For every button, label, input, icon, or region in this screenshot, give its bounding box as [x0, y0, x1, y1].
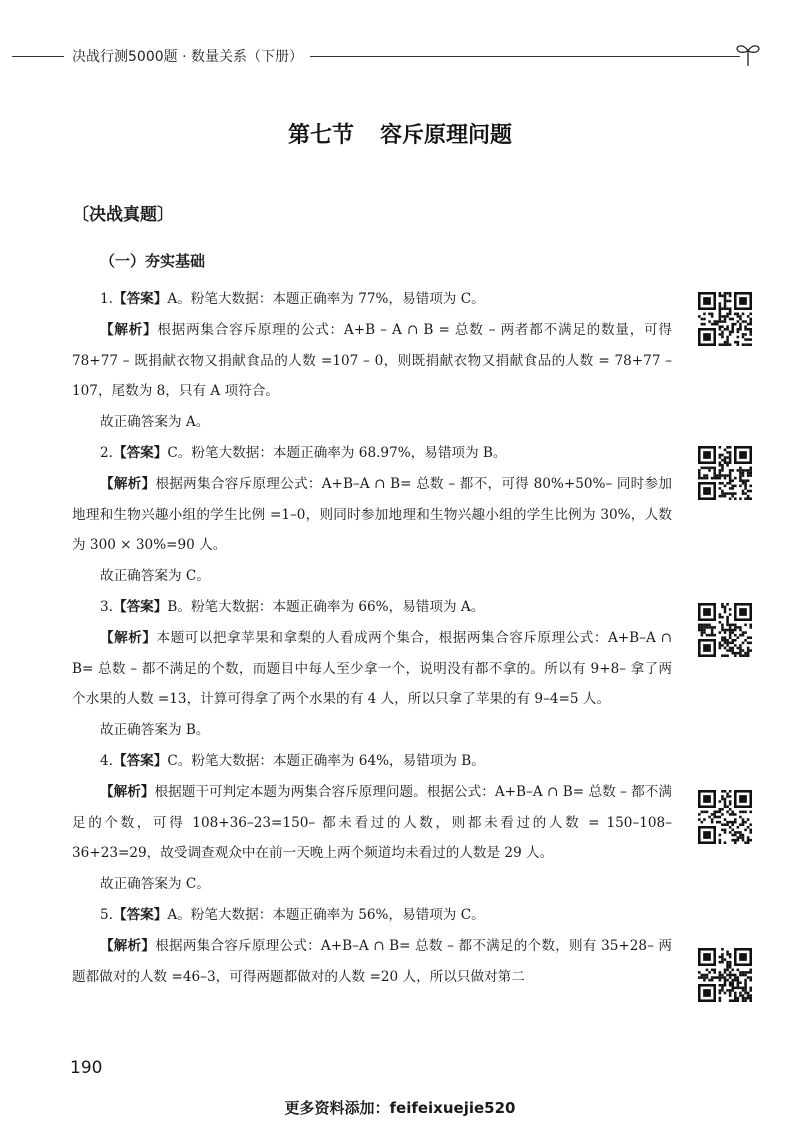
conclusion: 故正确答案为 C。: [100, 876, 210, 893]
answer-text: B。粉笔大数据：本题正确率为 66%，易错项为 A。: [167, 598, 485, 615]
analysis-text: 根据两集合容斥原理公式：A+B–A ∩ B= 总数 – 都不满足的个数，则有 35+28– 两题都做对的人数 =46–3，可得两题都做对的人数 =20 人，所以只做对第二: [72, 937, 672, 985]
answer-content: [72, 284, 672, 992]
block-heading: 〔决战真题〕: [72, 205, 174, 225]
analysis-paragraph: [72, 469, 672, 561]
qr-code-icon[interactable]: [698, 790, 752, 844]
answer-text: A。粉笔大数据：本题正确率为 77%，易错项为 C。: [167, 291, 485, 307]
answer-text: C。粉笔大数据：本题正确率为 68.97%，易错项为 B。: [167, 444, 507, 461]
analysis-tag: 【解析】: [100, 475, 156, 492]
analysis-tag: 【解析】: [100, 629, 157, 646]
qr-code-icon[interactable]: [698, 603, 752, 657]
question-number: 1.: [100, 291, 113, 307]
analysis-tag: 【解析】: [100, 937, 156, 954]
analysis-text: 本题可以把拿苹果和拿梨的人看成两个集合，根据两集合容斥原理公式：A+B–A ∩ B= 总数 – 都不满足的个数，而题目中每人至少拿一个，说明没有都不拿的。所以有 9+8– 拿了两个水果的人数 =13，计算可得拿了两个水果的有 4 人，所以只拿了苹果的有 9–4=5 人。: [72, 629, 673, 708]
section-name: 容斥原理问题: [380, 123, 513, 148]
section-number: 第七节: [287, 123, 354, 148]
question-number: 3.: [100, 598, 113, 615]
conclusion: 故正确答案为 A。: [100, 414, 210, 431]
qr-code-icon[interactable]: [698, 446, 752, 500]
answer-tag: 【答案】: [112, 444, 168, 461]
sprout-icon: [734, 40, 762, 68]
header-rule-left: [12, 56, 64, 57]
book-title: 决战行测5000题 · 数量关系（下册）: [72, 49, 303, 65]
conclusion: 故正确答案为 C。: [100, 568, 210, 585]
page-number: 190: [70, 1058, 103, 1078]
analysis-text: 根据两集合容斥原理公式：A+B–A ∩ B= 总数 – 都不，可得 80%+50%– 同时参加地理和生物兴趣小组的学生比例 =1–0，则同时参加地理和生物兴趣小组的学生比例为 30%，人数为 300 × 30%=90 人。: [72, 475, 672, 554]
answer-tag: 【答案】: [112, 906, 168, 923]
question-number: 5.: [100, 906, 113, 923]
conclusion: 故正确答案为 B。: [100, 722, 210, 739]
analysis-paragraph: [72, 931, 672, 993]
answer-line: [72, 284, 672, 315]
footer-note: 更多资料添加：feifeixuejie520: [284, 1099, 516, 1117]
analysis-paragraph: [72, 623, 672, 715]
qr-code-icon[interactable]: [698, 948, 752, 1002]
section-title: [0, 118, 800, 149]
answer-line: [72, 438, 672, 469]
answer-line: [72, 900, 672, 931]
answer-tag: 【答案】: [112, 291, 168, 307]
qr-code-icon[interactable]: [698, 292, 752, 346]
header-rule-right: [310, 56, 740, 57]
analysis-text: 根据两集合容斥原理的公式：A+B – A ∩ B = 总数 – 两者都不满足的数量，可得 78+77 – 既捐献衣物又捐献食品的人数 =107 – 0，则既捐献衣物又捐献食品的人数 = 78+77 –107，尾数为 8，只有 A 项符合。: [72, 321, 672, 400]
running-header: [0, 40, 800, 70]
answer-tag: 【答案】: [112, 598, 168, 615]
answer-text: C。粉笔大数据：本题正确率为 64%，易错项为 B。: [167, 752, 485, 769]
analysis-paragraph: [72, 315, 672, 407]
question-number: 4.: [100, 752, 113, 769]
answer-tag: 【答案】: [112, 752, 168, 769]
answer-line: [72, 746, 672, 777]
question-number: 2.: [100, 444, 113, 461]
analysis-tag: 【解析】: [100, 321, 158, 338]
analysis-tag: 【解析】: [100, 783, 155, 800]
analysis-text: 根据题干可判定本题为两集合容斥原理问题。根据公式：A+B–A ∩ B= 总数 – 都不满足的个数，可得 108+36–23=150– 都未看过的人数，则都未看过的人数 = 150–108–36+23=29，故受调查观众中在前一天晚上两个频道均未看过的人数是 29 人。: [72, 783, 673, 862]
sub-heading: （一）夯实基础: [100, 252, 206, 270]
answer-text: A。粉笔大数据：本题正确率为 56%，易错项为 C。: [167, 906, 485, 923]
analysis-paragraph: [72, 777, 672, 869]
answer-line: [72, 592, 672, 623]
